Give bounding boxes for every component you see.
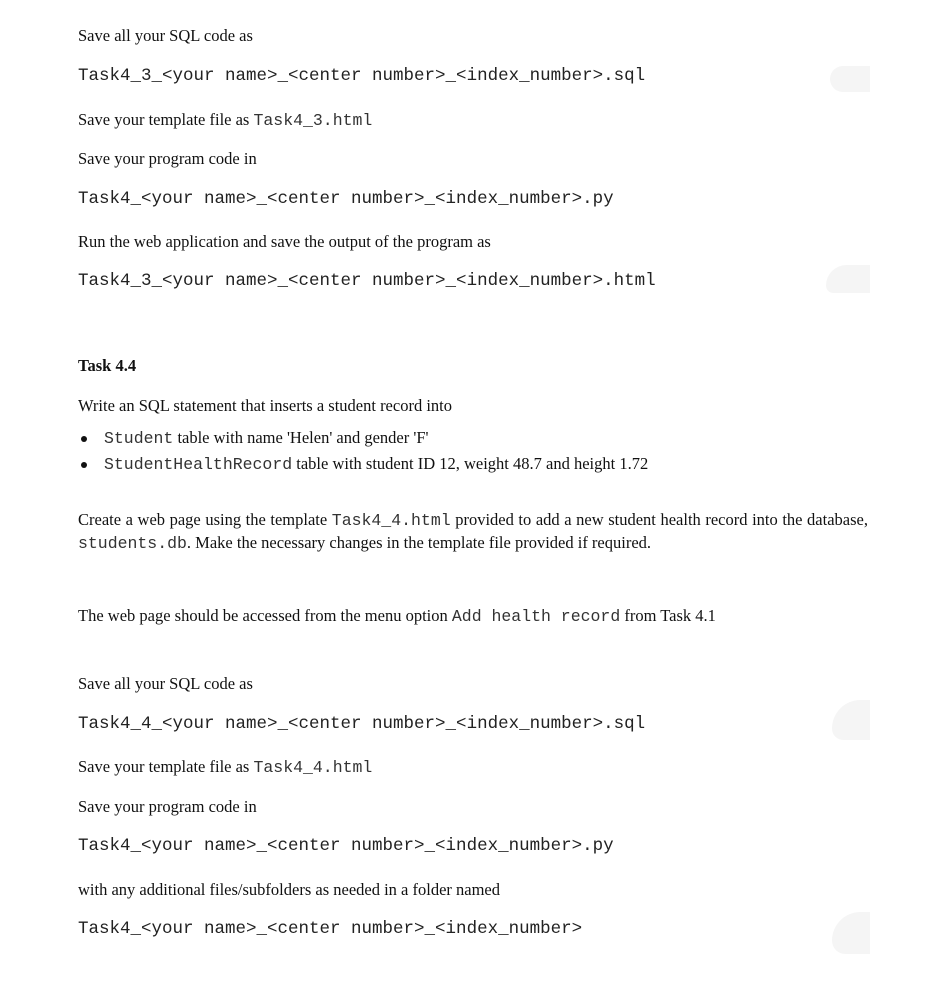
table-name-code: Student [104, 429, 174, 448]
program-save-label: Save your program code in [78, 797, 257, 816]
menu-option-code: Add health record [451, 607, 621, 626]
list-item-text: table with student ID 12, weight 48.7 and height 1.72 [292, 454, 649, 473]
database-code: students.db [78, 534, 187, 553]
template-code: Task4_4.html [331, 511, 451, 530]
folder-label: with any additional files/subfolders as needed in a folder named [78, 880, 500, 899]
folder-name: Task4_<your name>_<center number>_<index_number> [78, 919, 583, 939]
template-save-label [78, 757, 372, 777]
create-text: provided to add a new student health record into the database, [450, 510, 868, 529]
page-edge-shade [832, 912, 870, 954]
sql-save-label: Save all your SQL code as [78, 26, 253, 45]
sql-filename: Task4_3_<your name>_<center number>_<index_number>.sql [78, 66, 646, 86]
page-edge-shade [830, 66, 870, 92]
sql-save-label: Save all your SQL code as [78, 674, 253, 693]
create-text: Create a web page using the template [78, 510, 332, 529]
create-text: . Make the necessary changes in the template file provided if required. [186, 533, 652, 552]
access-paragraph [78, 605, 868, 628]
list-item [78, 454, 648, 480]
template-save-text: Save your template file as [78, 757, 250, 776]
program-save-label: Save your program code in [78, 149, 257, 168]
insert-requirements-list [78, 428, 648, 480]
run-output-label: Run the web application and save the output of the program as [78, 232, 491, 251]
table-name-code: StudentHealthRecord [104, 455, 293, 474]
program-filename: Task4_<your name>_<center number>_<index_number>.py [78, 189, 614, 209]
page-edge-shade [826, 265, 870, 293]
access-text: The web page should be accessed from the menu option [78, 606, 452, 625]
output-filename: Task4_3_<your name>_<center number>_<index_number>.html [78, 271, 656, 291]
task-heading: Task 4.4 [78, 356, 137, 375]
list-item [78, 428, 648, 454]
program-filename: Task4_<your name>_<center number>_<index_number>.py [78, 836, 614, 856]
task-intro: Write an SQL statement that inserts a student record into [78, 396, 452, 415]
create-page-paragraph [78, 509, 868, 555]
list-item-text: table with name 'Helen' and gender 'F' [173, 428, 429, 447]
template-filename: Task4_3.html [253, 111, 373, 130]
access-text: from Task 4.1 [620, 606, 716, 625]
template-save-text: Save your template file as [78, 110, 250, 129]
template-save-label [78, 110, 372, 130]
sql-filename: Task4_4_<your name>_<center number>_<index_number>.sql [78, 714, 646, 734]
page-edge-shade [832, 700, 870, 740]
template-filename: Task4_4.html [253, 758, 373, 777]
